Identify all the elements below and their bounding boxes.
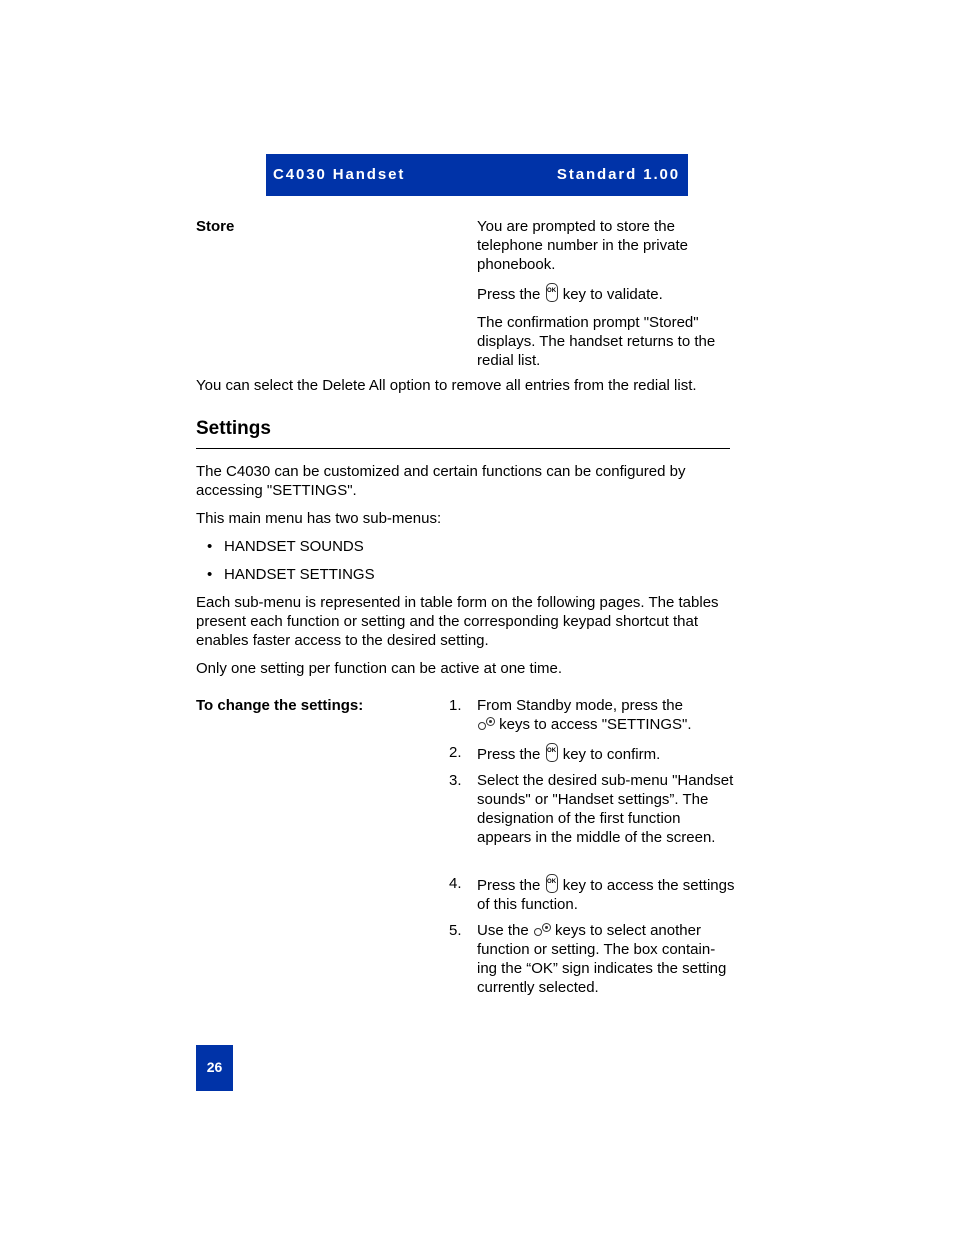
press-the-text: Press the: [477, 286, 541, 303]
page-header-bar: [266, 154, 688, 196]
ok-key-label: OK: [547, 879, 557, 885]
ok-key-label: OK: [547, 288, 557, 294]
step-text-before: Press the: [477, 877, 541, 894]
ok-key-icon: [546, 283, 558, 302]
section-divider: [196, 448, 730, 449]
store-label: Store: [196, 218, 235, 235]
one-setting-note: Only one setting per function can be active at one time.: [196, 660, 563, 677]
step-text-after: keys to select another function or setting. The box contain-ing the “OK” sign indicates the setting currently selected.: [477, 922, 727, 996]
delete-all-text: You can select the Delete All option to remove all entries from the redial list.: [196, 377, 697, 394]
step-number: 5.: [449, 922, 462, 939]
settings-intro: The C4030 can be customized and certain functions can be configured by accessing "SETTINGS".: [196, 463, 686, 499]
step-number: 1.: [449, 697, 462, 714]
store-validate-text: [477, 283, 732, 304]
navigation-keys-icon: [477, 717, 495, 729]
header-version: Standard 1.00: [556, 166, 680, 183]
step-text: Select the desired sub-menu "Handset sounds" or "Handset settings”. The designation of the first function appears in the middle of the screen.: [477, 772, 734, 846]
step-text: [477, 874, 735, 914]
bullet-icon: •: [207, 566, 213, 583]
step-text: [477, 696, 735, 734]
list-item: [207, 565, 375, 584]
ok-key-icon: [546, 743, 558, 762]
step-text-after: key to confirm.: [562, 746, 661, 763]
submenu-intro: This main menu has two sub-menus:: [196, 510, 442, 527]
bullet-text: HANDSET SOUNDS: [224, 538, 364, 555]
step-text-after: key to access the settings of this function.: [477, 877, 735, 913]
validate-text: key to validate.: [562, 286, 663, 303]
settings-heading: Settings: [196, 418, 271, 439]
bullet-icon: •: [207, 538, 213, 555]
page-number-badge: [196, 1045, 233, 1091]
store-description: [477, 217, 732, 379]
step-text: [477, 921, 735, 997]
step-text-before: Use the: [477, 922, 529, 939]
step-number: 4.: [449, 875, 462, 892]
navigation-keys-icon: [533, 923, 551, 935]
step-text-before: From Standby mode, press the: [477, 697, 683, 714]
page-number: 26: [206, 1059, 223, 1075]
change-settings-label: To change the settings:: [196, 697, 364, 714]
step-number: 3.: [449, 772, 462, 789]
step-text-before: Press the: [477, 746, 541, 763]
bullet-text: HANDSET SETTINGS: [224, 566, 375, 583]
header-title: C4030 Handset: [273, 166, 406, 183]
step-number: 2.: [449, 744, 462, 761]
table-description: Each sub-menu is represented in table form on the following pages. The tables present each function or setting and the corresponding keypad shortcut that enables faster access to the desired setting.: [196, 594, 719, 649]
store-confirmation-text: The confirmation prompt "Stored" displays. The handset returns to the redial list.: [477, 314, 716, 369]
list-item: [207, 537, 364, 556]
ok-key-label: OK: [547, 748, 557, 754]
step-text: [477, 743, 735, 764]
step-text-after: keys to access "SETTINGS".: [499, 716, 692, 733]
store-prompt-text: You are prompted to store the telephone number in the private phonebook.: [477, 218, 688, 273]
ok-key-icon: [546, 874, 558, 893]
